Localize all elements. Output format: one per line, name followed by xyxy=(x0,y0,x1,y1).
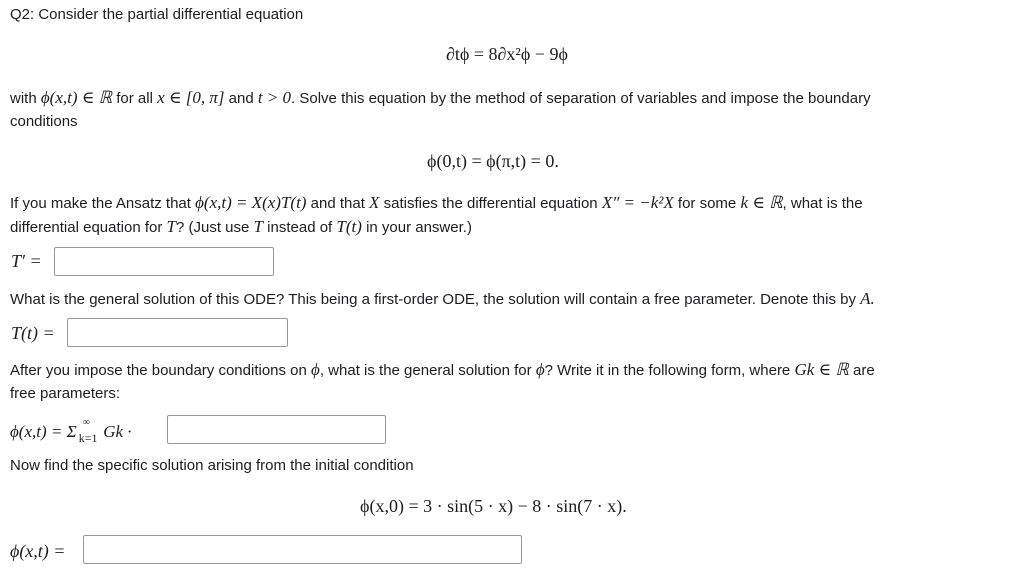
bc-text-3: ? Write it in the following form, where xyxy=(544,362,791,379)
ansatz-line2-c: instead of xyxy=(267,219,333,236)
q1-label: T′ = xyxy=(11,251,42,271)
intro-x-domain: x ∈ [0, π] xyxy=(157,88,225,107)
initial-condition-text: Now find the specific solution arising from the initial condition xyxy=(10,457,414,474)
q3-label-phi: ϕ(x,t) = Σ xyxy=(10,422,77,441)
ansatz-k: k ∈ ℝ xyxy=(740,193,783,212)
bc-line-1 xyxy=(10,360,875,380)
bc-gk: Gk ∈ ℝ xyxy=(794,360,849,379)
ansatz-x: X xyxy=(369,193,380,212)
intro-t-cond: t > 0 xyxy=(257,88,292,107)
ansatz-line-2 xyxy=(10,217,472,237)
ansatz-tt: T(t) xyxy=(336,217,362,236)
intro-domain-expr: ϕ(x,t) ∈ ℝ xyxy=(40,88,113,107)
bc-text-4: are xyxy=(853,362,875,379)
answer-input-t-prime[interactable] xyxy=(54,247,274,276)
ansatz-line2-b: ? (Just use xyxy=(175,219,250,236)
ansatz-expr: ϕ(x,t) = X(x)T(t) xyxy=(195,193,307,212)
bc-line-2: free parameters: xyxy=(10,385,121,402)
answer-input-mode-function[interactable] xyxy=(167,415,386,444)
ansatz-line2-d: in your answer.) xyxy=(366,219,472,236)
bc-phi2: ϕ xyxy=(535,360,545,379)
sum-lower-limit: k=1 xyxy=(78,430,98,445)
ansatz-line-1 xyxy=(10,193,863,213)
ansatz-t: T xyxy=(166,217,176,236)
answer-input-t-of-t[interactable] xyxy=(67,318,288,347)
ansatz-t2: T xyxy=(253,217,263,236)
intro-and: and xyxy=(228,90,254,107)
ansatz-text-2: and that xyxy=(310,195,365,212)
intro-line-2: conditions xyxy=(10,113,78,130)
intro-for-all: for all xyxy=(116,90,153,107)
intro-with: with xyxy=(10,90,37,107)
general-solution-sentence: What is the general solution of this ODE? This being a first-order ODE, the solution will contain a free parameter. Denote this by xyxy=(10,291,856,308)
general-solution-a: A. xyxy=(860,289,875,308)
ansatz-text-4: for some xyxy=(677,195,737,212)
intro-rest: . Solve this equation by the method of separation of variables and impose the boundary xyxy=(291,90,871,107)
q4-label: ϕ(x,t) = xyxy=(10,541,66,561)
sum-upper-limit: ∞ xyxy=(82,416,90,428)
q3-label xyxy=(10,416,132,445)
q2-label: T(t) = xyxy=(11,323,55,343)
ansatz-ode: X″ = −k²X xyxy=(601,193,674,212)
intro-line-1 xyxy=(10,88,871,108)
question-title: Q2: Consider the partial differential equation xyxy=(10,6,304,23)
ansatz-line2-a: differential equation for xyxy=(10,219,163,236)
general-solution-text xyxy=(10,289,875,309)
bc-text-2: , what is the general solution for xyxy=(319,362,532,379)
pde-equation: ∂tϕ = 8∂x²ϕ − 9ϕ xyxy=(446,44,568,64)
bc-phi: ϕ xyxy=(311,360,320,379)
sum-limits xyxy=(77,416,99,445)
boundary-conditions: ϕ(0,t) = ϕ(π,t) = 0. xyxy=(427,151,559,171)
bc-text-1: After you impose the boundary conditions on xyxy=(10,362,307,379)
ansatz-text-3: satisfies the differential equation xyxy=(383,195,598,212)
ansatz-text-1: If you make the Ansatz that xyxy=(10,195,191,212)
answer-input-specific-solution[interactable] xyxy=(83,535,522,564)
initial-condition-equation: ϕ(x,0) = 3 · sin(5 · x) − 8 · sin(7 · x). xyxy=(360,496,627,516)
ansatz-text-5: , what is the xyxy=(782,195,863,212)
q3-label-g: Gk · xyxy=(103,422,132,441)
